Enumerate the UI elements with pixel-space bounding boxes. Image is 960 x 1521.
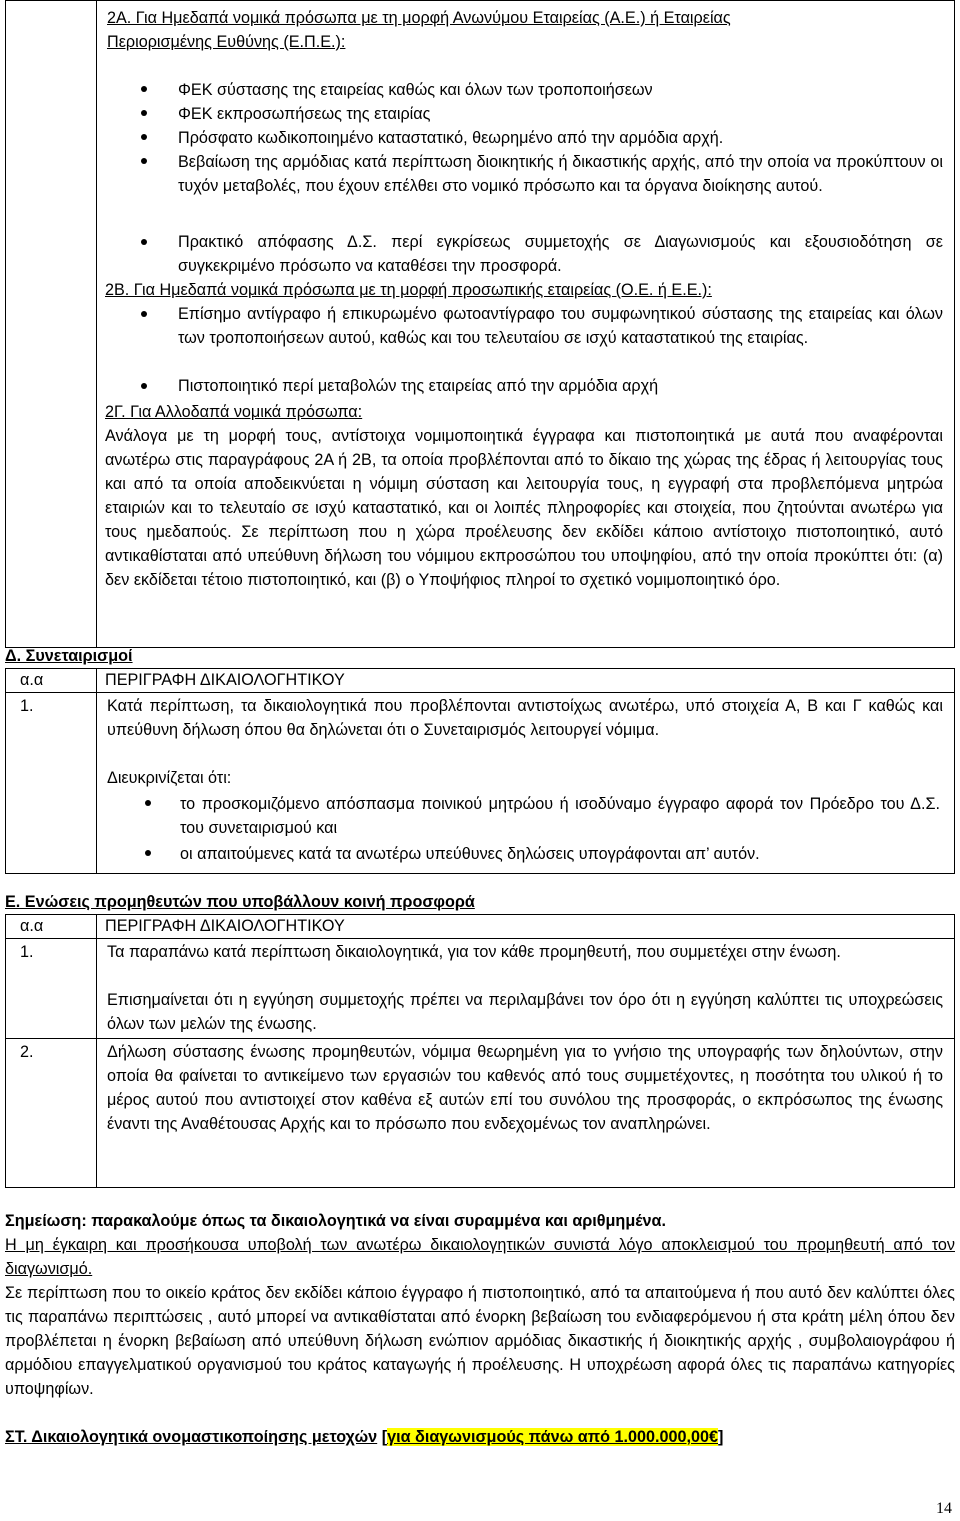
bullet-icon: [141, 158, 147, 164]
e-header-aa: α.α: [20, 917, 44, 935]
bullet-icon: [145, 800, 151, 806]
bullet-icon: [141, 134, 147, 140]
heading-2b: 2Β. Για Ημεδαπά νομικά πρόσωπα με τη μορφή προσωπικής εταιρείας (Ο.Ε. ή Ε.Ε.):: [105, 281, 712, 299]
page-number: 14: [936, 1500, 952, 1517]
e-row1-text-b: Επισημαίνεται ότι η εγγύηση συμμετοχής πρέπει να περιλαμβάνει τον όρο ότι η εγγύηση καλύπτει τις υποχρεώσεις όλων των μελών της ένωσης.: [107, 991, 943, 1033]
st-bracket-text: για διαγωνισμούς πάνω από 1.000.000,00€: [387, 1428, 718, 1446]
heading-2a-line1: 2Α. Για Ημεδαπά νομικά πρόσωπα με τη μορφή Ανωνύμου Εταιρείας (Α.Ε.) ή Εταιρείας: [107, 9, 731, 27]
e-row1-col1: [5, 938, 97, 1039]
d-row1-number: 1.: [20, 697, 34, 715]
d-clarify: Διευκρινίζεται ότι:: [107, 769, 232, 787]
paragraph-2c: Ανάλογα με τη μορφή τους, αντίστοιχα νομιμοποιητικά έγγραφα και πιστοποιητικά με αυτά που αναφέρονται ανωτέρω στις παραγράφους 2Α ή 2Β, τα οποία προβλέπονται από το δίκαιο της χώρας της έδρας ή λειτουργίας τους και από τα οποία αποδεικνύεται η νόμιμη σύσταση και λειτουργία τους, η εγγραφή στα προβλεπόμενα μητρώα εταιριών και το τελευταίο σε ισχύ καταστατικό, και οι λοιπές πληροφορίες και στοιχεία, που ζητούνται ανωτέρω για τους ημεδαπούς. Σε περίπτωση που η χώρα προέλευσης δεν εκδίδει κάποιο αντίστοιχο πιστοποιητικό, αυτό αντικαθίσταται από υπεύθυνη δήλωση του νόμιμου εκπροσώπου του υποψηφίου, από την οποία προκύπτει ότι: (α) δεν εκδίδεται τέτοιο πιστοποιητικό, και (β) ο Υποψήφιος πληροί το σχετικό νομιμοποιητικό όρο.: [105, 427, 943, 589]
d-bullet-1: το προσκομιζόμενο απόσπασμα ποινικού μητρώου ή ισοδύναμο έγγραφο αφορά τον Πρόεδρο του Δ.Σ. του συνεταιρισμού και: [180, 795, 940, 837]
d-row1-col1: [5, 692, 97, 874]
note-paragraph: Σε περίπτωση που το οικείο κράτος δεν εκδίδει κάποιο έγγραφο ή πιστοποιητικό, από τα απαιτούμενα ή που αυτό δεν καλύπτει όλες τις παραπάνω περιπτώσεις , αυτό μπορεί να αντικαθίσταται από ένορκη βεβαίωση του ενδιαφερόμενου ή στα κράτη μέλη όπου δεν προβλέπεται η ένορκη βεβαίωση από υπεύθυνη δήλωση ενώπιον αρμόδιας δικαστικής ή διοικητικής αρχής , συμβολαιογράφου ή αρμόδιου επαγγελματικού οργανισμού του κράτος καταγωγής ή προέλευσης. Η υποχρέωση αφορά όλες τις παραπάνω κατηγορίες υποψηφίων.: [5, 1284, 955, 1398]
e-row2-text: Δήλωση σύστασης ένωσης προμηθευτών, νόμιμα θεωρημένη για το γνήσιο της υπογραφής των δηλούντων, στην οποία θα φαίνεται το αντικείμενο των εργασιών του καθενός από τους συμμετέχοντες, η ποσότητα του υλικού ή το μέρος αυτού που αντιστοιχεί στον καθένα εξ αυτών επί του συνόλου της προσφοράς, ο εκπρόσωπος της ένωσης έναντι της Αναθέτουσας Αρχής και το πρόσωπο που ενδεχομένως τον αναπληρώνει.: [107, 1043, 943, 1133]
bullet-2a-5: Πρακτικό απόφασης Δ.Σ. περί εγκρίσεως συμμετοχής σε Διαγωνισμούς και εξουσιοδότηση σε συγκεκριμένο πρόσωπο να καταθέσει την προσφορά.: [178, 233, 943, 275]
d-header-aa: α.α: [20, 671, 44, 689]
section-d-title: Δ. Συνεταιρισμοί: [5, 647, 133, 665]
st-heading-line: [5, 1425, 723, 1449]
e-row2-number: 2.: [20, 1043, 34, 1061]
note-underlined: Η μη έγκαιρη και προσήκουσα υποβολή των ανωτέρω δικαιολογητικών συνιστά λόγο αποκλεισμού του προμηθευτή από τον διαγωνισμό.: [5, 1236, 955, 1278]
bullet-2b-1: Επίσημο αντίγραφο ή επικυρωμένο φωτοαντίγραφο του συμφωνητικού σύστασης της εταιρείας και όλων των τροποποιήσεων αυτού, καθώς και του τελευταίου σε ισχύ καταστατικού της εταιρίας.: [178, 305, 943, 347]
e-header-description: ΠΕΡΙΓΡΑΦΗ ΔΙΚΑΙΟΛΟΓΗΤΙΚΟΥ: [105, 917, 345, 935]
d-header-description: ΠΕΡΙΓΡΑΦΗ ΔΙΚΑΙΟΛΟΓΗΤΙΚΟΥ: [105, 671, 345, 689]
st-bracket-open: [: [381, 1428, 388, 1446]
bullet-2a-2: ΦΕΚ εκπροσωπήσεως της εταιρίας: [178, 105, 431, 123]
bullet-icon: [141, 311, 147, 317]
bullet-2a-3: Πρόσφατο κωδικοποιημένο καταστατικό, θεωρημένο από την αρμόδια αρχή.: [178, 129, 724, 147]
e-row1-text-a: Τα παραπάνω κατά περίπτωση δικαιολογητικά, για τον κάθε προμηθευτή, που συμμετέχει στην ένωση.: [107, 943, 841, 961]
bullet-2b-2: Πιστοποιητικό περί μεταβολών της εταιρείας από την αρμόδια αρχή: [178, 377, 659, 395]
note-bold: Σημείωση: παρακαλούμε όπως τα δικαιολογητικά να είναι συραμμένα και αριθμημένα.: [5, 1212, 666, 1230]
d-header-col1: [5, 668, 97, 693]
bullet-icon: [141, 383, 147, 389]
e-row1-number: 1.: [20, 943, 34, 961]
heading-2c: 2Γ. Για Αλλοδαπά νομικά πρόσωπα:: [105, 403, 363, 421]
bullet-2a-4: Βεβαίωση της αρμόδιας κατά περίπτωση διοικητικής ή δικαστικής αρχής, από την οποία να προκύπτουν οι τυχόν μεταβολές, που έχουν επέλθει στο νομικό πρόσωπο και τα όργανα διοίκησης αυτού.: [178, 153, 943, 195]
e-row2-col1: [5, 1038, 97, 1188]
bullet-icon: [145, 850, 151, 856]
e-header-col1: [5, 914, 97, 939]
bullet-icon: [141, 239, 147, 245]
d-bullet-2: οι απαιτούμενες κατά τα ανωτέρω υπεύθυνες δηλώσεις υπογράφονται απ’ αυτόν.: [180, 845, 760, 863]
section-e-title: Ε. Ενώσεις προμηθευτών που υποβάλλουν κοινή προσφορά: [5, 893, 475, 911]
d-row1-text: Κατά περίπτωση, τα δικαιολογητικά που προβλέπονται αντιστοίχως ανωτέρω, υπό στοιχεία Α, Β και Γ καθώς και υπεύθυνη δήλωση όπου θα δηλώνεται ότι ο Συνεταιρισμός λειτουργεί νόμιμα.: [107, 697, 943, 739]
st-bracket-close: ]: [718, 1428, 724, 1446]
bullet-icon: [141, 86, 147, 92]
st-heading: ΣΤ. Δικαιολογητικά ονομαστικοποίησης μετοχών: [5, 1428, 378, 1446]
heading-2a-line2: Περιορισμένης Ευθύνης (Ε.Π.Ε.):: [107, 33, 346, 51]
bullet-icon: [141, 110, 147, 116]
bullet-2a-1: ΦΕΚ σύστασης της εταιρείας καθώς και όλων των τροποποιήσεων: [178, 81, 653, 99]
